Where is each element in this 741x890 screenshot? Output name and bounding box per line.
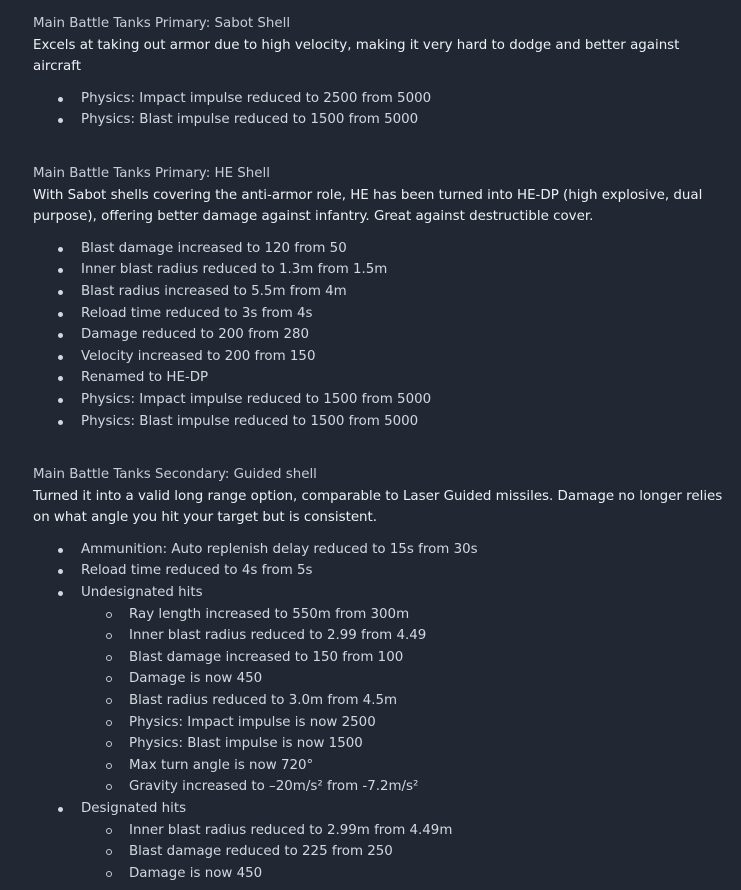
list-item: Reload time reduced to 3s from 4s — [81, 303, 723, 325]
list-item: Physics: Blast impulse reduced to 1500 from 5000 — [81, 411, 723, 433]
list-item: Physics: Impact impulse reduced to 2500 from 5000 — [81, 88, 723, 110]
list-item: Ammunition: Auto replenish delay reduced to 15s from 30s — [81, 539, 723, 561]
list-item: Reload time reduced to 4s from 5s — [81, 560, 723, 582]
sub-list-item: Physics: Impact impulse is now 2500 — [129, 712, 723, 734]
sub-list-item: Blast damage increased to 150 from 100 — [129, 647, 723, 669]
list-item: Velocity increased to 200 from 150 — [81, 346, 723, 368]
sub-list-item: Inner blast radius reduced to 2.99 from 4.49 — [129, 625, 723, 647]
list-item: Damage reduced to 200 from 280 — [81, 324, 723, 346]
sub-list-item: Blast radius reduced to 3.0m from 4.5m — [129, 690, 723, 712]
section-sabot-shell — [33, 13, 723, 131]
section-description: Turned it into a valid long range option, comparable to Laser Guided missiles. Damage no longer relies on what angle you hit your target but is consistent. — [33, 488, 723, 526]
list-item: Renamed to HE-DP — [81, 367, 723, 389]
list-item: Blast radius increased to 5.5m from 4m — [81, 281, 723, 303]
section-title: Main Battle Tanks Primary: HE Shell — [33, 165, 270, 181]
section-he-shell — [33, 163, 723, 432]
sub-list-item: Blast damage reduced to 225 from 250 — [129, 841, 723, 863]
list-group-label: Designated hits — [81, 801, 187, 816]
change-list — [33, 88, 723, 131]
list-group-designated-hits — [81, 798, 723, 884]
list-item: Inner blast radius reduced to 1.3m from 1.5m — [81, 259, 723, 281]
change-list — [33, 539, 723, 885]
sub-list-item: Max turn angle is now 720° — [129, 755, 723, 777]
section-description: With Sabot shells covering the anti-armor role, HE has been turned into HE-DP (high explosive, dual purpose), offering better damage against infantry. Great against destructible cover. — [33, 187, 703, 225]
sub-list-item: Damage is now 450 — [129, 668, 723, 690]
list-group-label: Undesignated hits — [81, 585, 203, 601]
sub-list-item: Inner blast radius reduced to 2.99m from 4.49m — [129, 820, 723, 842]
list-item: Physics: Impact impulse reduced to 1500 from 5000 — [81, 389, 723, 411]
sub-change-list — [81, 604, 723, 798]
section-description: Excels at taking out armor due to high velocity, making it very hard to dodge and better against aircraft — [33, 37, 680, 75]
section-title: Main Battle Tanks Secondary: Guided shell — [33, 467, 317, 483]
section-title: Main Battle Tanks Primary: Sabot Shell — [33, 16, 291, 31]
list-item: Physics: Blast impulse reduced to 1500 from 5000 — [81, 109, 723, 131]
section-guided-shell — [33, 464, 723, 884]
list-group-undesignated-hits — [81, 582, 723, 798]
change-list — [33, 238, 723, 432]
sub-change-list — [81, 820, 723, 885]
sub-list-item: Damage is now 450 — [129, 863, 723, 885]
sub-list-item: Ray length increased to 550m from 300m — [129, 604, 723, 626]
list-item: Blast damage increased to 120 from 50 — [81, 238, 723, 260]
sub-list-item: Gravity increased to –20m/s² from -7.2m/s² — [129, 776, 723, 798]
sub-list-item: Physics: Blast impulse is now 1500 — [129, 733, 723, 755]
